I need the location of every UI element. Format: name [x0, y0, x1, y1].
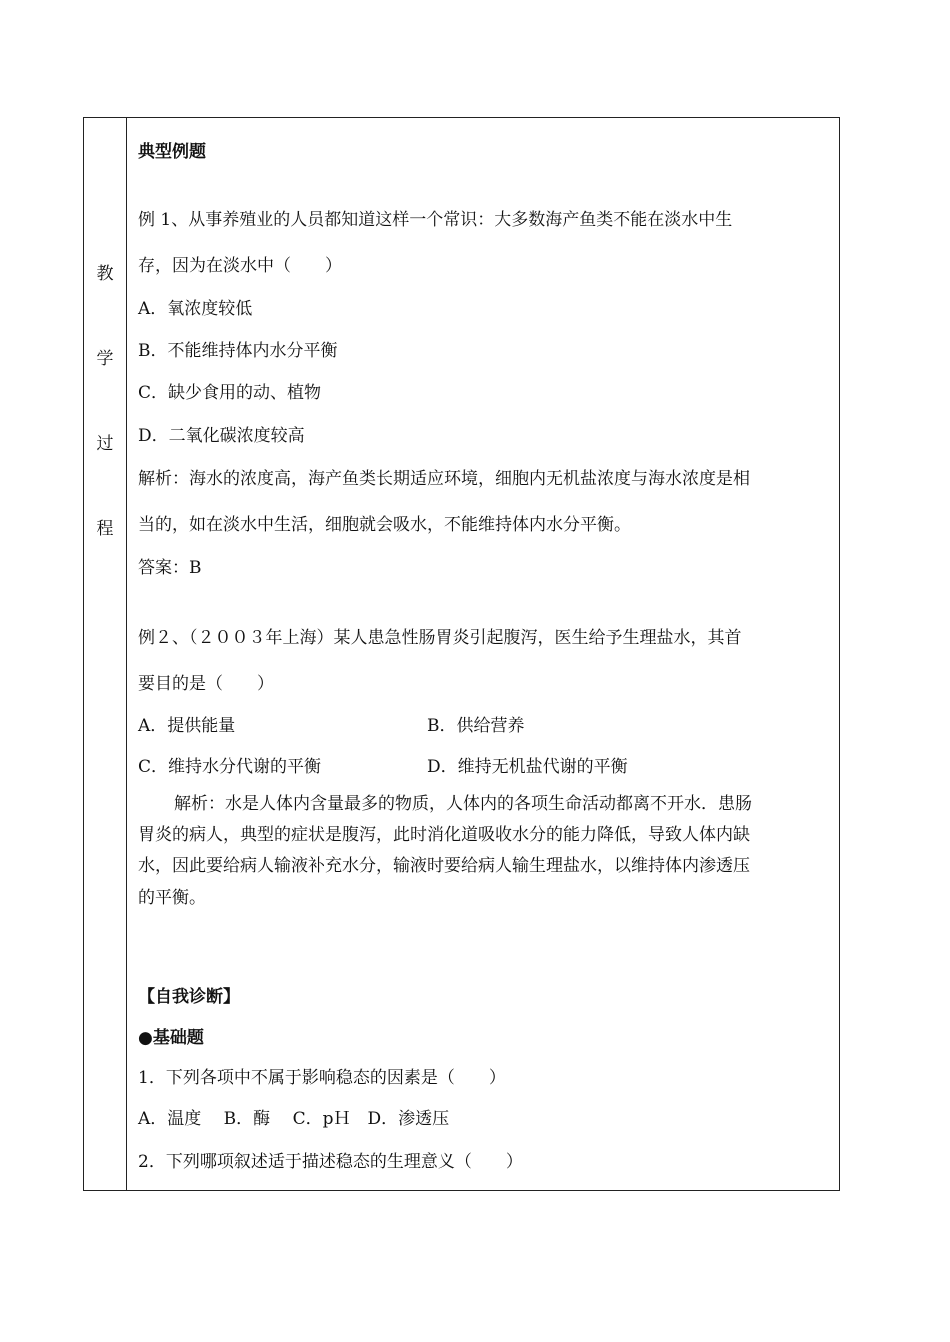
example2-option-a: A．提供能量 — [138, 716, 236, 736]
example2-option-b: B．供给营养 — [427, 716, 525, 736]
example1-option-c: C．缺少食用的动、植物 — [138, 383, 322, 403]
column-divider — [126, 118, 127, 1190]
question-2: 2．下列哪项叙述适于描述稳态的生理意义（ ） — [138, 1152, 523, 1172]
side-label-char-4: 程 — [96, 519, 114, 539]
example2-question-line1: 例２、（２００３年上海）某人患急性肠胃炎引起腹泻，医生给予生理盐水，其首 — [138, 628, 742, 648]
lesson-table — [83, 117, 840, 1191]
side-label-char-1: 教 — [96, 264, 114, 284]
example1-option-a: A．氧浓度较低 — [138, 299, 253, 319]
basic-questions-subheading: ●基础题 — [138, 1028, 204, 1048]
example1-option-d: D．二氧化碳浓度较高 — [138, 426, 305, 446]
self-diagnosis-heading: 【自我诊断】 — [138, 987, 240, 1007]
example2-analysis-line3: 水，因此要给病人输液补充水分，输液时要给病人输生理盐水，以维持体内渗透压 — [138, 856, 750, 876]
example1-analysis-line1: 解析：海水的浓度高，海产鱼类长期适应环境，细胞内无机盐浓度与海水浓度是相 — [138, 469, 750, 489]
example1-analysis-line2: 当的，如在淡水中生活，细胞就会吸水，不能维持体内水分平衡。 — [138, 515, 631, 535]
example2-analysis-line2: 胃炎的病人，典型的症状是腹泻，此时消化道吸收水分的能力降低，导致人体内缺 — [138, 825, 750, 845]
example1-question-line1: 例 1、从事养殖业的人员都知道这样一个常识：大多数海产鱼类不能在淡水中生 — [138, 210, 733, 230]
example1-option-b: B．不能维持体内水分平衡 — [138, 341, 338, 361]
example2-analysis-line4: 的平衡。 — [138, 888, 206, 908]
example1-question-line2: 存，因为在淡水中（ ） — [138, 256, 342, 276]
example1-answer: 答案：B — [138, 558, 202, 578]
question-1-options: A．温度 B．酶 C．pＨ D．渗透压 — [138, 1109, 450, 1129]
section-title: 典型例题 — [138, 142, 206, 162]
lesson-content — [138, 118, 831, 1190]
example2-analysis-line1: 解析：水是人体内含量最多的物质，人体内的各项生命活动都离不开水．患肠 — [174, 794, 752, 814]
example2-option-c: C．维持水分代谢的平衡 — [138, 757, 322, 777]
example2-option-d: D．维持无机盐代谢的平衡 — [427, 757, 628, 777]
example2-question-line2: 要目的是（ ） — [138, 674, 274, 694]
side-label-char-2: 学 — [96, 349, 114, 369]
question-1: 1．下列各项中不属于影响稳态的因素是（ ） — [138, 1068, 506, 1088]
side-label-char-3: 过 — [96, 434, 114, 454]
